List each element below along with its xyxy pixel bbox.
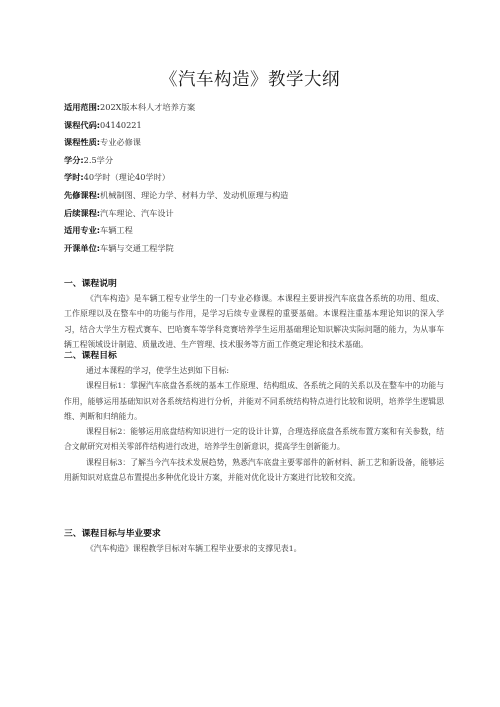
info-value: 202X版本科人才培养方案 bbox=[100, 102, 196, 112]
section-paragraph: 课程目标1：掌握汽车底盘各系统的基本工作原理、结构组成、各系统之间的关系以及在整车中的功能与作用，能够运用基础知识对各系统结构进行分析，并能对不同系统结构特点进行比较和说明，培养学生逻辑思维、判断和归纳能力。 bbox=[64, 381, 444, 421]
course-info-followups bbox=[64, 205, 444, 223]
course-info-scope bbox=[64, 99, 444, 117]
section-paragraph: 《汽车构造》是车辆工程专业学生的一门专业必修课。本课程主要讲授汽车底盘各系统的功用、组成、工作原理以及在整车中的功能与作用，是学习后续专业课程的重要基础。本课程注重基本理论知识的深入学习，结合大学生方程式赛车、巴哈赛车等学科竞赛培养学生运用基础理论知识解决实际问题的能力，为从事车辆工程领域设计制造、质量改进、生产管理、技术服务等方面工作奠定理论和技术基础。 bbox=[64, 294, 444, 349]
course-info-prerequisites bbox=[64, 187, 444, 205]
section-course-objectives bbox=[64, 349, 444, 485]
course-info-department bbox=[64, 240, 444, 258]
course-info-code bbox=[64, 117, 444, 135]
section-heading: 三、课程目标与毕业要求 bbox=[64, 529, 161, 539]
info-label: 开课单位: bbox=[64, 242, 101, 253]
info-label: 学时: bbox=[64, 172, 84, 183]
info-label: 课程性质: bbox=[64, 137, 101, 148]
info-label: 学分: bbox=[64, 154, 84, 165]
info-value: 汽车理论、汽车设计 bbox=[100, 207, 174, 218]
course-info-hours bbox=[64, 169, 444, 187]
section-paragraph: 课程目标2：能够运用底盘结构知识进行一定的设计计算，合理选择底盘各系统布置方案和有关参数，结合文献研究对相关零部件结构进行改进，培养学生创新意识，提高学生创新能力。 bbox=[64, 427, 444, 452]
section-course-description bbox=[64, 277, 444, 352]
course-info bbox=[64, 99, 444, 257]
info-value: 车辆工程 bbox=[100, 225, 133, 236]
info-value: 40学时（理论40学时） bbox=[83, 172, 170, 183]
info-value: 2.5学分 bbox=[83, 154, 114, 165]
section-heading: 一、课程说明 bbox=[64, 279, 117, 289]
course-info-major bbox=[64, 222, 444, 240]
info-value: 04140221 bbox=[100, 119, 142, 130]
course-info-nature bbox=[64, 134, 444, 152]
document-title: 《汽车构造》教学大纲 bbox=[160, 70, 340, 90]
info-label: 适用范围: bbox=[64, 102, 101, 112]
section-paragraph: 《汽车构造》课程教学目标对车辆工程毕业要求的支撑见表1。 bbox=[86, 544, 302, 553]
info-value: 车辆与交通工程学院 bbox=[100, 242, 174, 253]
section-heading: 二、课程目标 bbox=[64, 351, 117, 361]
section-objectives-vs-requirements bbox=[64, 527, 444, 556]
info-value: 机械制图、理论力学、材料力学、发动机原理与构造 bbox=[100, 189, 289, 200]
course-info-credits bbox=[64, 152, 444, 170]
info-label: 课程代码: bbox=[64, 119, 101, 130]
info-label: 后续课程: bbox=[64, 207, 101, 218]
info-label: 适用专业: bbox=[64, 225, 101, 236]
section-paragraph: 通过本课程的学习，使学生达到如下目标: bbox=[86, 366, 229, 375]
section-paragraph: 课程目标3：了解当今汽车技术发展趋势，熟悉汽车底盘主要零部件的新材料、新工艺和新设备，能够运用新知识对底盘总布置提出多种优化设计方案，并能对优化设计方案进行比较和交流。 bbox=[64, 457, 444, 483]
info-value: 专业必修课 bbox=[100, 137, 141, 148]
info-label: 先修课程: bbox=[64, 189, 101, 200]
